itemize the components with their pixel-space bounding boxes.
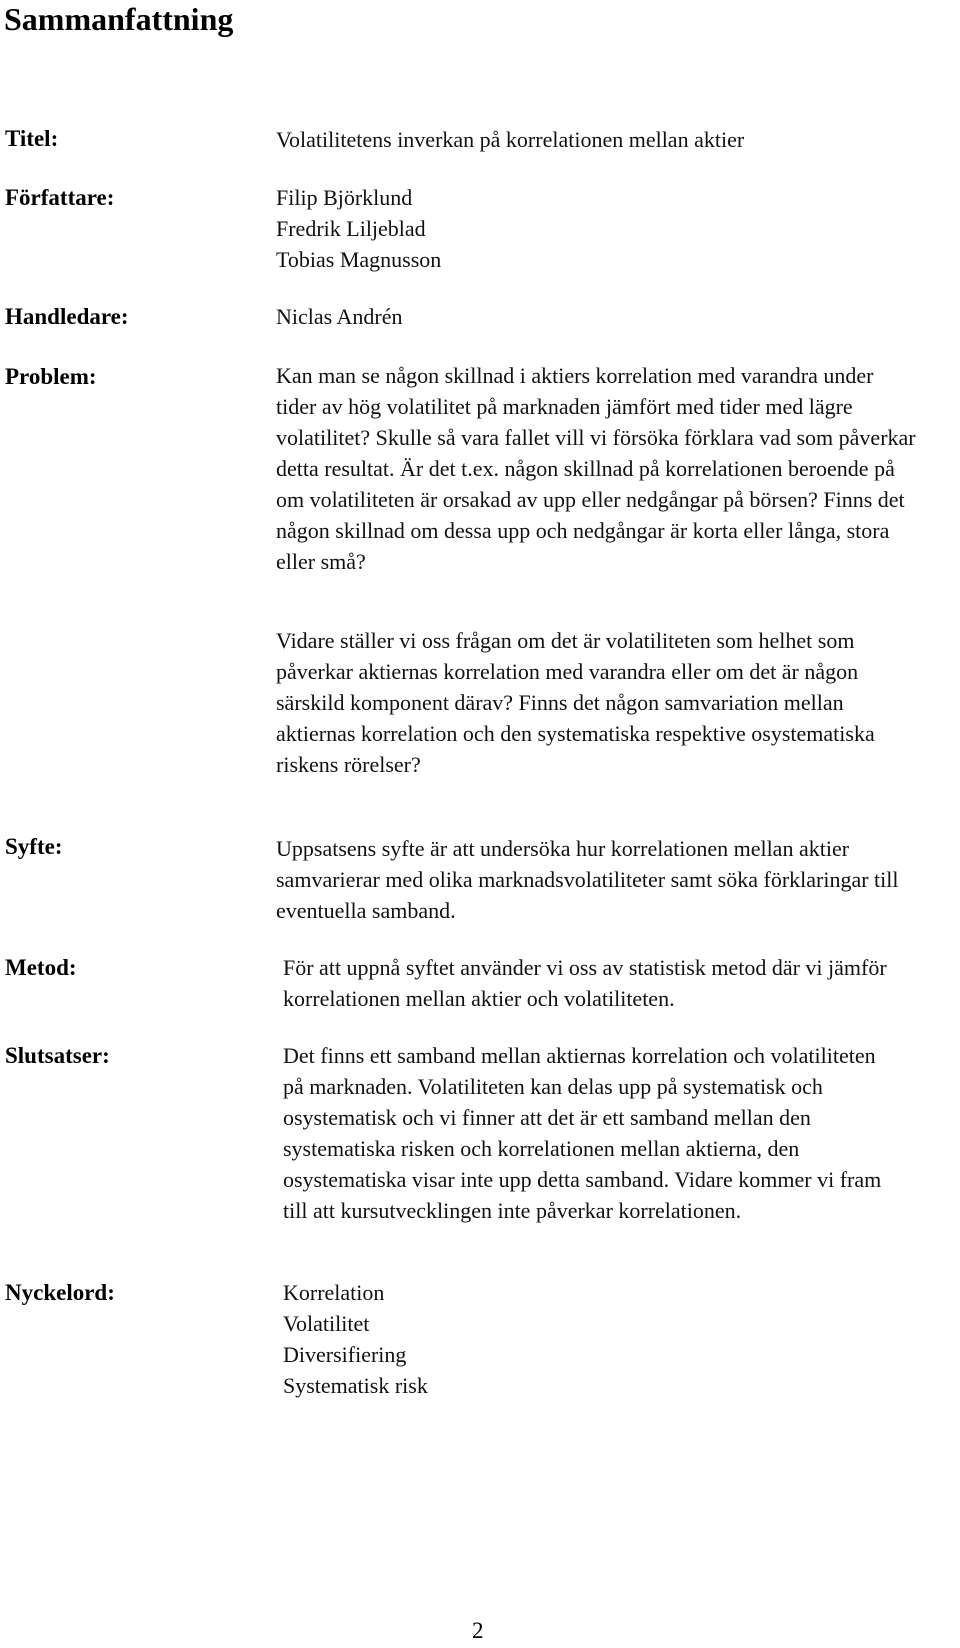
purpose-label: Syfte: bbox=[5, 834, 63, 859]
supervisor-value: Niclas Andrén bbox=[276, 304, 403, 329]
keyword-item: Volatilitet bbox=[283, 1311, 370, 1336]
page-title: Sammanfattning bbox=[4, 1, 234, 37]
author-name: Filip Björklund bbox=[276, 185, 413, 210]
method-label: Metod: bbox=[5, 955, 77, 980]
author-name: Tobias Magnusson bbox=[276, 247, 442, 272]
problem-paragraph-2: Vidare ställer vi oss frågan om det är volatiliteten som helhet som påverkar aktiernas korrelation med varandra eller om det är någon särskild komponent därav? Finns det någon samvariation mellan aktiernas korrelation och den systematiska respektive osystematiska riskens rörelser? bbox=[276, 628, 875, 777]
authors-label: Författare: bbox=[5, 185, 115, 210]
page-number: 2 bbox=[472, 1618, 484, 1643]
keyword-item: Diversifiering bbox=[283, 1342, 407, 1367]
conclusions-value: Det finns ett samband mellan aktiernas korrelation och volatiliteten på marknaden. Volatiliteten kan delas upp på systematisk och osystematisk och vi finner att det är ett samband mellan den systematiska risken och korrelationen mellan aktierna, den osystematiska visar inte upp detta samband. Vidare kommer vi fram till att kursutvecklingen inte påverkar korrelationen. bbox=[283, 1043, 882, 1223]
conclusions-label: Slutsatser: bbox=[5, 1043, 110, 1068]
author-name: Fredrik Liljeblad bbox=[276, 216, 426, 241]
keyword-item: Korrelation bbox=[283, 1280, 385, 1305]
supervisor-label: Handledare: bbox=[5, 304, 129, 329]
authors-list bbox=[276, 182, 441, 275]
method-value: För att uppnå syftet använder vi oss av statistisk metod där vi jämför korrelationen mellan aktier och volatiliteten. bbox=[283, 955, 887, 1011]
keywords-list bbox=[283, 1277, 428, 1401]
problem-label: Problem: bbox=[5, 364, 97, 389]
keywords-label: Nyckelord: bbox=[5, 1280, 115, 1305]
title-value: Volatilitetens inverkan på korrelationen mellan aktier bbox=[276, 127, 745, 152]
keyword-item: Systematisk risk bbox=[283, 1373, 428, 1398]
purpose-value: Uppsatsens syfte är att undersöka hur korrelationen mellan aktier samvarierar med olika marknadsvolatiliteter samt söka förklaringar till eventuella samband. bbox=[276, 836, 899, 923]
title-label: Titel: bbox=[5, 126, 59, 151]
problem-paragraph-1: Kan man se någon skillnad i aktiers korrelation med varandra under tider av hög volatilitet på marknaden jämfört med tider med lägre volatilitet? Skulle så vara fallet vill vi försöka förklara vad som påverkar detta resultat. Är det t.ex. någon skillnad på korrelationen beroende på om volatiliteten är orsakad av upp eller nedgångar på börsen? Finns det någon skillnad om dessa upp och nedgångar är korta eller långa, stora eller små? bbox=[276, 363, 916, 574]
